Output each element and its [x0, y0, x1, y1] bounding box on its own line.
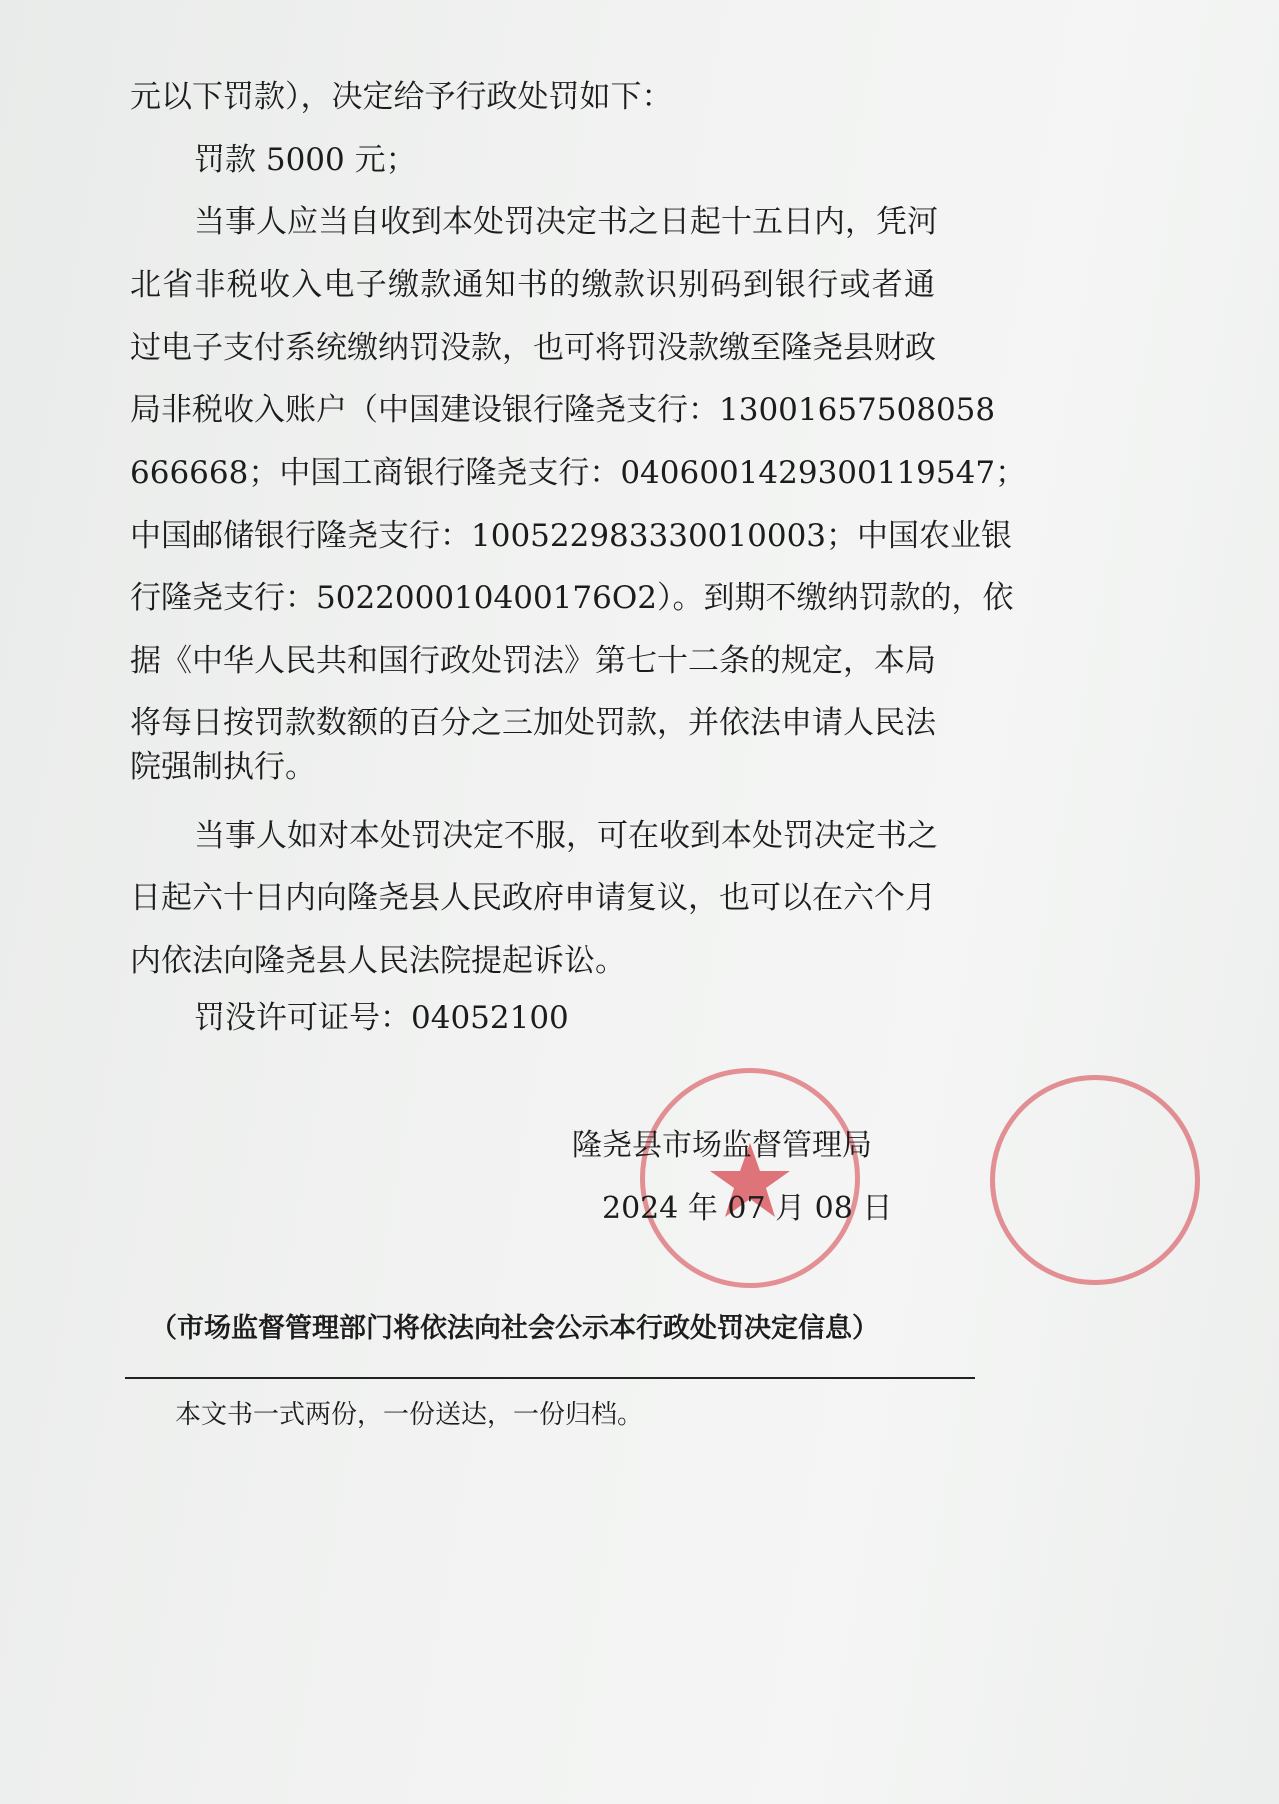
issue-date: 2024 年 07 月 08 日	[602, 1191, 893, 1226]
text-line: 将每日按罚款数额的百分之三加处罚款，并依法申请人民法	[130, 705, 936, 741]
text-line: 中国邮储银行隆尧支行：100522983330010003；中国农业银	[130, 518, 1013, 554]
issuer-name: 隆尧县市场监督管理局	[572, 1128, 872, 1163]
official-seal	[640, 1068, 860, 1288]
text-line: 罚款 5000 元；	[194, 142, 417, 178]
text-line: 当事人应当自收到本处罚决定书之日起十五日内，凭河	[194, 204, 938, 240]
official-seal-partial	[990, 1075, 1200, 1285]
text-line: 666668；中国工商银行隆尧支行：0406001429300119547；	[130, 455, 1027, 491]
text-line: 元以下罚款），决定给予行政处罚如下：	[130, 79, 673, 115]
text-line: 北省非税收入电子缴款通知书的缴款识别码到银行或者通	[130, 267, 935, 303]
public-notice: （市场监督管理部门将依法向社会公示本行政处罚决定信息）	[150, 1313, 879, 1344]
text-line: 罚没许可证号：04052100	[194, 1000, 569, 1036]
text-line: 据《中华人民共和国行政处罚法》第七十二条的规定，本局	[130, 643, 936, 679]
text-line: 日起六十日内向隆尧县人民政府申请复议，也可以在六个月	[130, 880, 936, 916]
footer-note: 本文书一式两份，一份送达，一份归档。	[175, 1400, 644, 1430]
text-line: 内依法向隆尧县人民法院提起诉讼。	[130, 943, 626, 979]
seal-star-icon	[645, 1073, 855, 1283]
divider	[125, 1377, 975, 1379]
text-line: 当事人如对本处罚决定不服，可在收到本处罚决定书之	[194, 818, 938, 854]
text-line: 过电子支付系统缴纳罚没款，也可将罚没款缴至隆尧县财政	[130, 330, 936, 366]
text-line: 行隆尧支行：502200010400176O2）。到期不缴纳罚款的，依	[130, 580, 1014, 616]
text-line: 院强制执行。	[130, 749, 316, 785]
text-line: 局非税收入账户（中国建设银行隆尧支行：13001657508058	[130, 392, 996, 428]
